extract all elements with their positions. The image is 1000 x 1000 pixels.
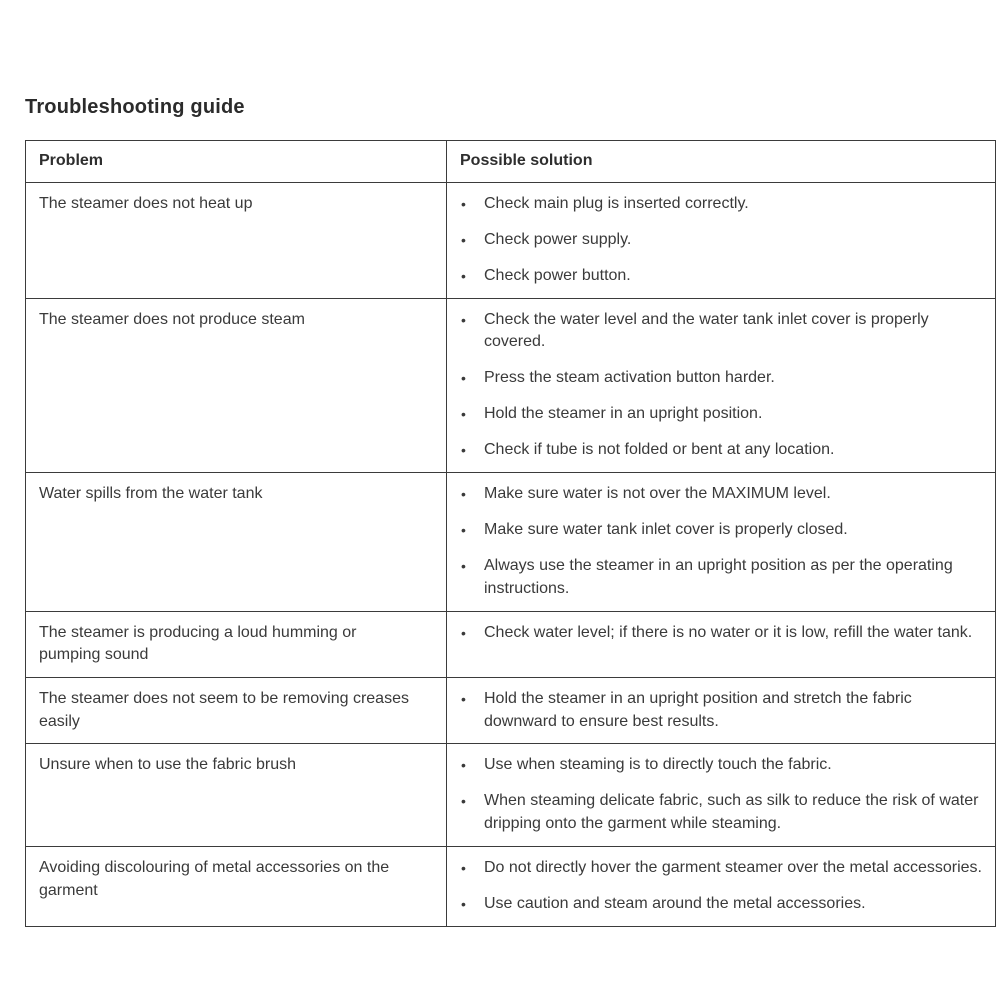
table-row [26,678,996,744]
bullet-icon: • [461,370,466,387]
solution-list [461,483,989,600]
solution-text: Check if tube is not folded or bent at any location. [484,441,835,459]
table-row [26,298,996,472]
solution-text: Use caution and steam around the metal accessories. [484,894,866,912]
solution-item [461,309,989,354]
solution-list [461,754,989,835]
table-header-row [26,141,996,183]
bullet-icon: • [461,757,466,774]
solution-item [461,367,989,390]
table-row [26,846,996,926]
solution-text: Press the steam activation button harder. [484,369,775,387]
solution-item [461,403,989,426]
bullet-icon: • [461,522,466,539]
bullet-icon: • [461,442,466,459]
solution-text: Make sure water tank inlet cover is properly closed. [484,521,848,539]
solution-item [461,193,989,216]
solution-list [461,622,989,645]
problem-cell [26,678,447,744]
solution-cell [447,744,996,846]
bullet-icon: • [461,231,466,248]
solution-text: Always use the steamer in an upright position as per the operating instructions. [484,557,953,597]
problem-cell [26,473,447,611]
solution-text: Make sure water is not over the MAXIMUM level. [484,485,831,503]
problem-text: The steamer does not produce steam [39,310,305,328]
solution-cell [447,473,996,611]
problem-cell [26,182,447,298]
solution-item [461,790,989,835]
solution-text: Check the water level and the water tank inlet cover is properly covered. [484,310,929,351]
solution-cell [447,611,996,677]
problem-cell [26,744,447,846]
bullet-icon: • [461,793,466,810]
table-row [26,182,996,298]
problem-text: Avoiding discolouring of metal accessories on the garment [39,858,390,899]
column-header-solution: Possible solution [447,141,996,183]
table-row [26,473,996,611]
solution-text: Do not directly hover the garment steamer over the metal accessories. [484,858,982,876]
solution-cell [447,182,996,298]
column-header-problem: Problem [26,141,447,183]
solution-text: Use when steaming is to directly touch the fabric. [484,756,832,774]
problem-cell [26,298,447,472]
solution-item [461,555,989,600]
bullet-icon: • [461,486,466,503]
solution-list [461,193,989,288]
solution-item [461,893,989,916]
bullet-icon: • [461,195,466,212]
problem-cell [26,611,447,677]
problem-text: The steamer does not seem to be removing creases easily [39,690,409,730]
solution-cell [447,678,996,744]
solution-item [461,483,989,506]
troubleshooting-table [25,140,996,927]
solution-text: Check main plug is inserted correctly. [484,194,749,212]
bullet-icon: • [461,406,466,423]
solution-cell [447,846,996,926]
bullet-icon: • [461,691,466,708]
solution-item [461,688,989,733]
bullet-icon: • [461,859,466,876]
solution-text: Hold the steamer in an upright position and stretch the fabric downward to ensure best results. [484,690,912,730]
problem-text: The steamer is producing a loud humming or pumping sound [39,623,357,664]
solution-item [461,857,989,880]
solution-list [461,309,989,462]
solution-item [461,265,989,288]
solution-text: Check power button. [484,266,631,284]
solution-item [461,519,989,542]
solution-list [461,857,989,916]
bullet-icon: • [461,267,466,284]
problem-cell [26,846,447,926]
bullet-icon: • [461,558,466,575]
solution-text: Check water level; if there is no water or it is low, refill the water tank. [484,623,973,641]
page-title: Troubleshooting guide [25,96,245,118]
bullet-icon: • [461,311,466,328]
solution-list [461,688,989,733]
table-row [26,611,996,677]
solution-text: Check power supply. [484,230,632,248]
solution-item [461,229,989,252]
table-row [26,744,996,846]
problem-text: Water spills from the water tank [39,485,263,503]
solution-item [461,439,989,462]
table-body [26,182,996,926]
solution-item [461,754,989,777]
solution-text: Hold the steamer in an upright position. [484,405,763,423]
solution-cell [447,298,996,472]
problem-text: Unsure when to use the fabric brush [39,756,297,774]
bullet-icon: • [461,624,466,641]
solution-text: When steaming delicate fabric, such as silk to reduce the risk of water dripping onto the garment while steaming. [484,792,979,833]
problem-text: The steamer does not heat up [39,194,253,212]
bullet-icon: • [461,895,466,912]
solution-item [461,622,989,645]
